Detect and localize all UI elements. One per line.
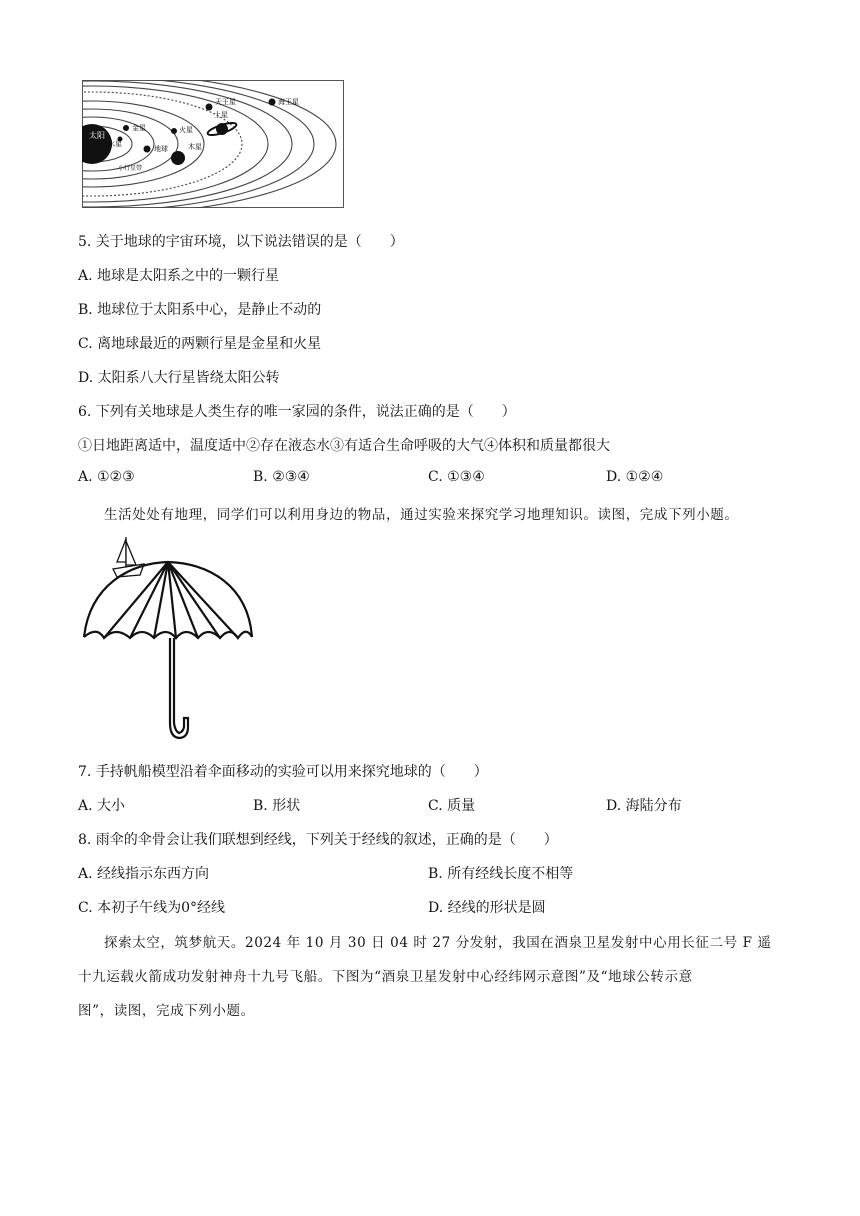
- mars-icon: [171, 128, 177, 134]
- q5-option-c: C. 离地球最近的两颗行星是金星和火星: [78, 336, 322, 352]
- intro-paragraph-launch-line-1: 探索太空，筑梦航天。2024 年 10 月 30 日 04 时 27 分发射，我国在酒泉卫星发射中心用长征二号 F 遥: [104, 935, 772, 951]
- q7-option-b: B. 形状: [253, 798, 301, 814]
- q5-stem: 5. 关于地球的宇宙环境，以下说法错误的是（ ）: [78, 234, 404, 250]
- earth-icon: [144, 146, 151, 153]
- intro-paragraph-launch-line-3: 图”，读图，完成下列小题。: [78, 1003, 255, 1019]
- q7-stem: 7. 手持帆船模型沿着伞面移动的实验可以用来探究地球的（ ）: [78, 764, 488, 780]
- intro-paragraph-experiment: 生活处处有地理，同学们可以利用身边的物品，通过实验来探究学习地理知识。读图，完成下列小题。: [104, 507, 739, 523]
- q6-option-b: B. ②③④: [253, 469, 310, 485]
- neptune-icon: [269, 99, 276, 106]
- q7-option-d: D. 海陆分布: [606, 798, 682, 814]
- q8-option-c: C. 本初子午线为0°经线: [78, 900, 226, 916]
- mars-label: 火星: [179, 126, 193, 134]
- venus-icon: [123, 125, 129, 131]
- neptune-label: 海王星: [278, 98, 299, 106]
- earth-label: 地球: [154, 145, 168, 153]
- uranus-label: 天王星: [215, 98, 236, 106]
- q6-conditions: ①日地距离适中，温度适中②存在液态水③有适合生命呼吸的大气④体积和质量都很大: [78, 438, 610, 454]
- q6-option-a: A. ①②③: [78, 469, 135, 485]
- q6-option-c: C. ①③④: [428, 469, 485, 485]
- q7-option-c: C. 质量: [428, 798, 476, 814]
- sun-label: 太阳: [89, 131, 105, 140]
- asteroid-belt-label: 小行星带: [118, 165, 143, 172]
- saturn-label: 土星: [214, 111, 228, 119]
- q8-option-d: D. 经线的形状是圆: [428, 900, 546, 916]
- intro-paragraph-launch-line-2: 十九运载火箭成功发射神舟十九号飞船。下图为“酒泉卫星发射中心经纬网示意图”及“地球公转示意: [78, 969, 693, 985]
- q6-option-d: D. ①②④: [606, 469, 664, 485]
- venus-label: 金星: [132, 124, 146, 132]
- q7-option-a: A. 大小: [78, 798, 126, 814]
- jupiter-icon: [171, 151, 185, 165]
- jupiter-label: 木星: [188, 143, 202, 151]
- uranus-icon: [206, 104, 213, 111]
- solar-system-figure: [82, 80, 344, 208]
- umbrella-icon: [84, 562, 252, 738]
- q8-stem: 8. 雨伞的伞骨会让我们联想到经线，下列关于经线的叙述，正确的是（ ）: [78, 832, 558, 848]
- q8-option-b: B. 所有经线长度不相等: [428, 866, 574, 882]
- q5-option-b: B. 地球位于太阳系中心，是静止不动的: [78, 302, 322, 318]
- q5-option-d: D. 太阳系八大行星皆绕太阳公转: [78, 370, 280, 386]
- umbrella-figure: [80, 535, 260, 745]
- q5-option-a: A. 地球是太阳系之中的一颗行星: [78, 268, 280, 284]
- mercury-label: 水星: [108, 140, 122, 148]
- q6-stem: 6. 下列有关地球是人类生存的唯一家园的条件，说法正确的是（ ）: [78, 404, 516, 420]
- q8-option-a: A. 经线指示东西方向: [78, 866, 210, 882]
